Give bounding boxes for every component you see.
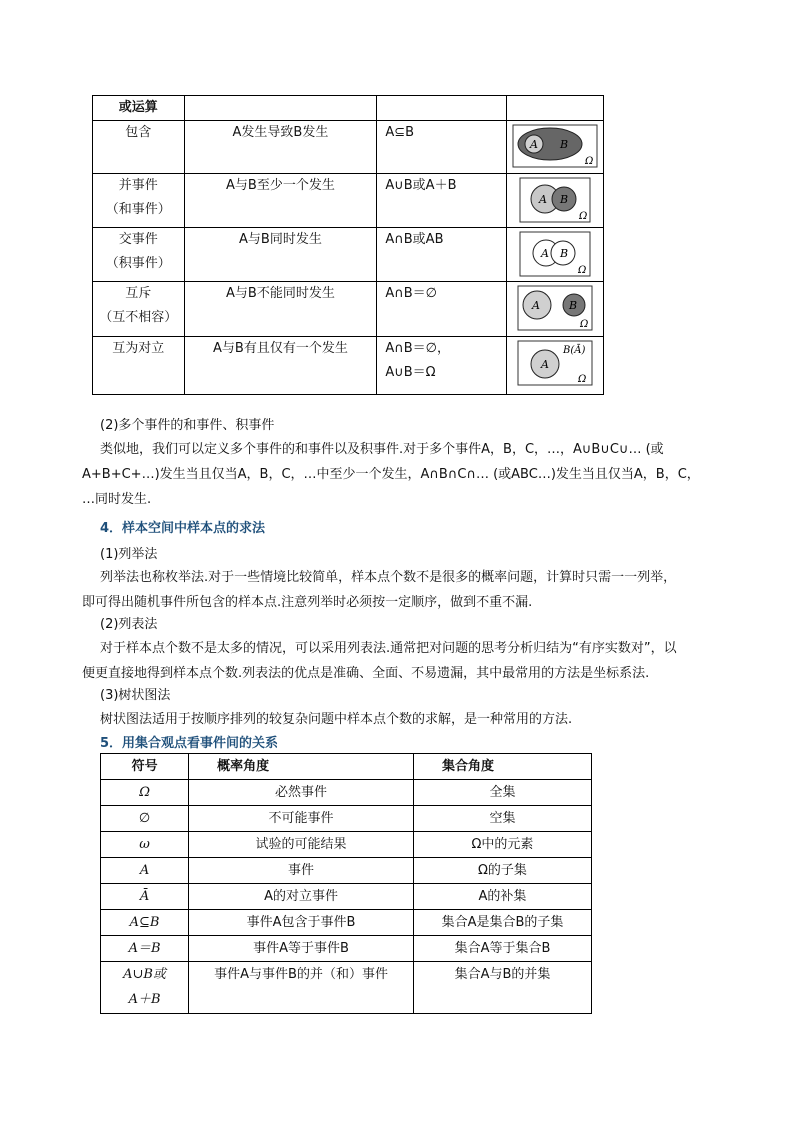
table-cell [93,228,185,282]
table-row [93,228,604,282]
paragraph-line: 对于样本点个数不是太多的情况，可以采用列表法.通常把对问题的思考分析归结为“有序实数对”，以 [100,641,677,656]
table-row [101,936,592,962]
table-cell [377,121,507,174]
header-cell-text: 或运算 [118,100,158,115]
probability-cell: 不可能事件 [189,806,414,832]
symbol-cell: ω [101,832,189,858]
method-title: (1)列举法 [100,547,158,562]
relation-description: A与B有且仅有一个发生 [213,341,348,356]
venn-label-omega: Ω [578,374,587,385]
method-title: (3)树状图法 [100,688,171,703]
relation-name: 互斥 [125,286,152,301]
table-cell [377,337,507,395]
method-title: (2)列表法 [100,617,158,632]
relation-description: A发生导致B发生 [232,125,329,140]
venn-containment-diagram [512,124,598,168]
paragraph-line: 列举法也称枚举法.对于一些情境比较简单，样本点个数不是很多的概率问题，计算时只需一一列举， [100,570,677,585]
table-cell [93,96,185,121]
symbol-cell: Ā [101,884,189,910]
probability-cell: 必然事件 [189,780,414,806]
table-cell [93,337,185,395]
relation-notation: A∩B＝∅ [385,286,437,301]
relation-description: A与B同时发生 [239,232,322,247]
subsection-title: (2)多个事件的和事件、积事件 [100,418,275,433]
symbol-line: A∪B或 [123,967,166,982]
set-cell: Ω中的元素 [413,832,591,858]
section-heading: 4．样本空间中样本点的求法 [100,521,266,536]
probability-cell: 试验的可能结果 [189,832,414,858]
set-cell: 集合A等于集合B [413,936,591,962]
venn-label-a: A [541,358,550,371]
paragraph-line: A+B+C+…)发生当且仅当A，B，C，…中至少一个发生，A∩B∩C∩… (或ABC…)发生当且仅当A，B，C， [82,467,700,482]
paragraph-line: …同时发生. [82,492,152,507]
venn-label-omega: Ω [580,319,589,330]
venn-label-a: A [532,299,541,312]
venn-label-omega: Ω [578,265,587,276]
paragraph-line: 即可得出随机事件所包含的样本点.注意列举时必须按一定顺序，做到不重不漏. [82,595,533,610]
table-cell [184,337,377,395]
table-cell [93,282,185,337]
table-cell [184,282,377,337]
table-row [93,121,604,174]
venn-label-a: A [530,138,539,151]
relation-notation-line2: A∪B＝Ω [385,365,436,380]
venn-label-b: B [560,247,569,260]
table-cell [507,228,604,282]
relation-name-alt: （和事件） [105,202,171,217]
set-cell: 全集 [413,780,591,806]
relation-name-alt: （互不相容） [99,310,178,325]
venn-label-b: B [560,138,569,151]
table-cell [507,337,604,395]
relation-notation: A∩B＝∅， [385,341,450,356]
table-row [93,96,604,121]
table-row [101,780,592,806]
symbol-cell: Ω [101,780,189,806]
paragraph-line: 类似地，我们可以定义多个事件的和事件以及积事件.对于多个事件A，B，C，…，A∪B∪C∪… (或 [100,442,664,457]
relation-notation: A∪B或A＋B [385,178,457,193]
table-cell [507,282,604,337]
probability-cell: 事件A等于事件B [189,936,414,962]
symbol-cell [101,962,189,1014]
relation-description: A与B不能同时发生 [226,286,335,301]
venn-label-omega: Ω [585,156,594,167]
probability-cell: 事件A与事件B的并（和）事件 [189,962,414,1014]
event-relations-table [92,95,604,395]
set-cell: 空集 [413,806,591,832]
venn-label-omega: Ω [579,211,588,222]
table-row [93,174,604,228]
table-header-row [101,754,592,780]
venn-label-b: B [560,193,569,206]
section-heading: 5．用集合观点看事件间的关系 [100,736,279,751]
relation-name-alt: （积事件） [105,256,171,271]
set-view-table [100,753,592,1014]
relation-name: 互为对立 [112,341,165,356]
relation-name: 包含 [125,125,152,140]
set-cell: 集合A是集合B的子集 [413,910,591,936]
probability-cell: A的对立事件 [189,884,414,910]
venn-union-diagram [519,177,591,223]
probability-cell: 事件 [189,858,414,884]
symbol-line: A＋B [128,992,161,1007]
relation-notation: A⊆B [385,125,415,140]
symbol-cell: ∅ [101,806,189,832]
table-row [101,884,592,910]
set-cell: A的补集 [413,884,591,910]
table-cell [184,174,377,228]
table-row [101,962,592,1014]
header-cell: 符号 [101,754,189,780]
venn-label-a: A [541,247,550,260]
table-row [101,910,592,936]
table-cell [377,174,507,228]
table-row [101,832,592,858]
probability-cell: 事件A包含于事件B [189,910,414,936]
table-cell [377,96,507,121]
table-cell [507,96,604,121]
symbol-cell: A＝B [101,936,189,962]
venn-label-a: A [539,193,548,206]
venn-intersection-diagram [519,231,591,277]
table-cell [377,228,507,282]
table-cell [93,174,185,228]
paragraph-line: 便更直接地得到样本点个数.列表法的优点是准确、全面、不易遗漏，其中最常用的方法是坐标系法. [82,666,650,681]
venn-complement-diagram [517,340,593,386]
set-cell: 集合A与B的并集 [413,962,591,1014]
symbol-cell: A⊆B [101,910,189,936]
relation-notation: A∩B或AB [385,232,444,247]
table-row [93,282,604,337]
relation-description: A与B至少一个发生 [226,178,335,193]
header-cell: 概率角度 [189,754,414,780]
table-row [101,806,592,832]
table-cell [507,174,604,228]
venn-label-b: B [569,299,578,312]
paragraph-line: 树状图法适用于按顺序排列的较复杂问题中样本点个数的求解，是一种常用的方法. [100,712,573,727]
symbol-cell: A [101,858,189,884]
relation-name: 交事件 [118,232,158,247]
venn-disjoint-diagram [517,285,593,331]
table-cell [507,121,604,174]
table-row [93,337,604,395]
table-cell [184,228,377,282]
table-row [101,858,592,884]
venn-label-b-complement: B(Ā) [563,345,586,356]
table-cell [184,96,377,121]
header-cell: 集合角度 [413,754,591,780]
set-cell: Ω的子集 [413,858,591,884]
table-cell [377,282,507,337]
table-cell [184,121,377,174]
relation-name: 并事件 [118,178,158,193]
table-cell [93,121,185,174]
